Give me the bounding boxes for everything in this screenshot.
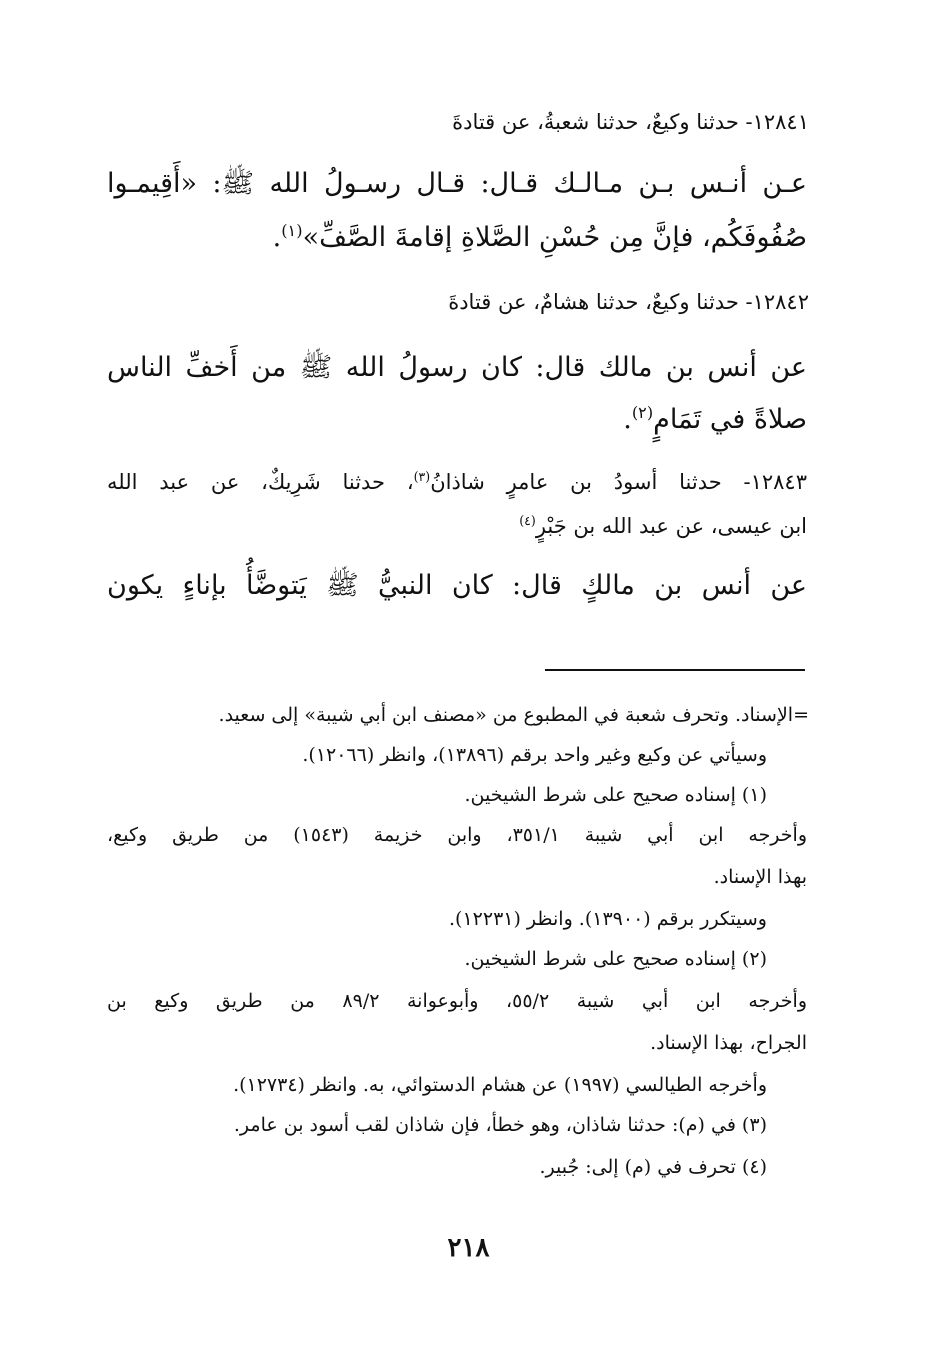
hadith-12841-isnad: ١٢٨٤١- حدثنا وكيعٌ، حدثنا شعبةُ، عن قتادةَ — [452, 110, 809, 134]
hadith-12843-isnad-line2 — [519, 514, 807, 538]
footnote-line: وأخرجه الطيالسي (١٩٩٧) عن هشام الدستوائي، به. وانظر (١٢٧٣٤). — [233, 1074, 767, 1096]
footnote-line: وأخرجه ابن أبي شيبة ٥٥/٢، وأبوعوانة ٨٩/٢ من طريق وكيع بن — [107, 990, 807, 1012]
footnote-separator — [545, 669, 805, 671]
isnad-text: ابن عيسى، عن عبد الله بن جَبْرٍ — [535, 514, 807, 538]
hadith-12841-matn-line1: عـن أنـس بـن مـالـك قـال: قـال رسـولُ الله ﷺ: «أَقِيمـوا — [107, 168, 807, 199]
footnote-line: وسيتكرر برقم (١٣٩٠٠). وانظر (١٢٢٣١). — [449, 908, 767, 930]
footnote-ref-2: (٢) — [631, 403, 654, 422]
footnote-line: الجراح، بهذا الإسناد. — [650, 1032, 807, 1054]
footnote-2: (٢) إسناده صحيح على شرط الشيخين. — [464, 948, 767, 970]
hadith-12842-matn-line1: عن أنس بن مالك قال: كان رسولُ الله ﷺ من أَخفِّ الناس — [107, 352, 807, 383]
footnote-line: وسيأتي عن وكيع وغير واحد برقم (١٣٨٩٦)، وانظر (١٢٠٦٦). — [302, 744, 767, 766]
isnad-text-rest: ، حدثنا شَرِيكٌ، عن عبد الله — [107, 470, 414, 494]
footnote-4: (٤) تحرف في (م) إلى: جُبير. — [539, 1156, 767, 1178]
hadith-12842-isnad: ١٢٨٤٢- حدثنا وكيعٌ، حدثنا هشامٌ، عن قتادةَ — [448, 290, 809, 314]
page-number: ٢١٨ — [447, 1233, 490, 1263]
matn-text: صُفُوفَكُم، فإنَّ مِن حُسْنِ الصَّلاةِ إقامةَ الصَّفِّ» — [302, 222, 807, 253]
hadith-12842-matn-line2 — [623, 404, 807, 435]
footnote-3: (٣) في (م): حدثنا شاذان، وهو خطأ، فإن شاذان لقب أسود بن عامر. — [233, 1114, 767, 1136]
footnote-line: بهذا الإسناد. — [713, 866, 807, 888]
footnote-ref-4: (٤) — [519, 513, 536, 528]
footnote-ref-1: (١) — [281, 221, 303, 240]
matn-text: صلاةً في تَمَامٍ — [653, 404, 807, 435]
footnote-line: =الإسناد. وتحرف شعبة في المطبوع من «مصنف ابن أبي شيبة» إلى سعيد. — [218, 704, 809, 726]
hadith-12841-matn-line2 — [273, 222, 807, 253]
isnad-text: ١٢٨٤٣- حدثنا أسودُ بن عامرٍ شاذانُ — [430, 470, 807, 494]
footnote-ref-3: (٣) — [413, 469, 431, 484]
footnote-line: وأخرجه ابن أبي شيبة ٣٥١/١، وابن خزيمة (١٥٤٣) من طريق وكيع، — [107, 824, 807, 846]
hadith-12843-isnad-line1 — [107, 470, 807, 494]
hadith-12843-matn-line1: عن أنس بن مالكٍ قال: كان النبيُّ ﷺ يَتوضَّأُ بإناءٍ يكون — [107, 570, 807, 601]
period: . — [272, 222, 282, 253]
footnote-1: (١) إسناده صحيح على شرط الشيخين. — [464, 784, 767, 806]
period: . — [623, 404, 632, 435]
